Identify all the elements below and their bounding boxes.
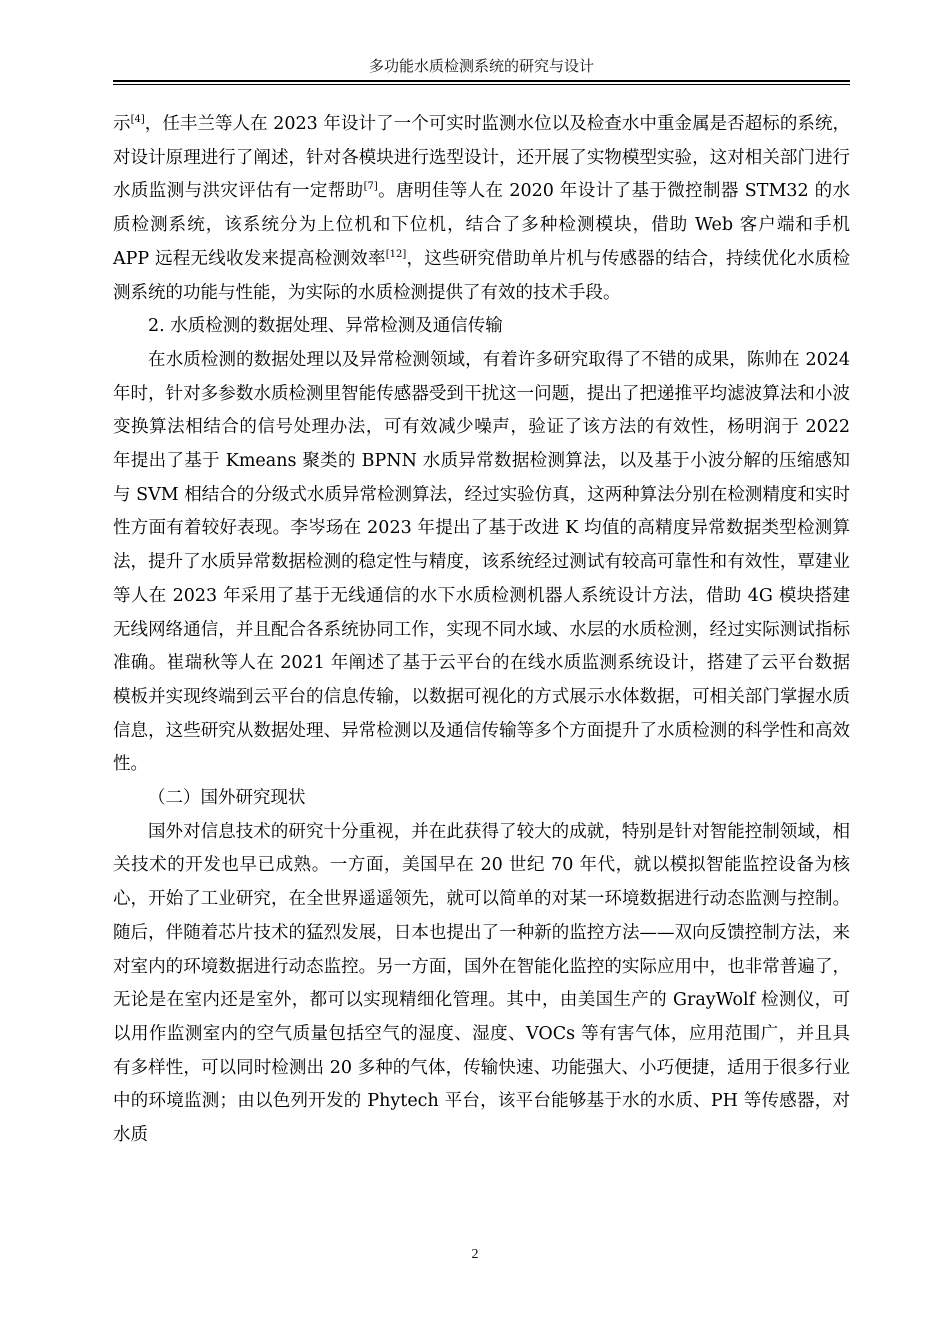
body-text xyxy=(113,108,850,1153)
header-rule-thin xyxy=(113,84,850,85)
paragraph-foreign-research: 国外对信息技术的研究十分重视，并在此获得了较大的成就，特别是针对智能控制领域，相关技术的开发也早已成熟。一方面，美国早在 20 世纪 70 年代，就以模拟智能监控设备为核心，开始了工业研究，在全世界遥遥领先，就可以简单的对某一环境数据进行动态监测与控制。随后，伴随着芯片技术的猛烈发展，日本也提出了一种新的监控方法——双向反馈控制方法，来对室内的环境数据进行动态监控。另一方面，国外在智能化监控的实际应用中，也非常普遍了，无论是在室内还是室外，都可以实现精细化管理。其中，由美国生产的 GrayWolf 检测仪，可以用作监测室内的空气质量包括空气的湿度、湿度、VOCs 等有害气体，应用范围广，并且具有多样性，可以同时检测出 20 多种的气体，传输快速、功能强大、小巧便捷，适用于很多行业中的环境监测；由以色列开发的 Phytech 平台，该平台能够基于水的水质、PH 等传感器，对水质 xyxy=(113,821,850,1146)
running-header: 多功能水质检测系统的研究与设计 xyxy=(368,57,594,75)
citation-12: [12] xyxy=(385,248,407,260)
section-heading-foreign-research: （二）国外研究现状 xyxy=(148,788,306,809)
section-heading-data-processing: 2. 水质检测的数据处理、异常检测及通信传输 xyxy=(148,316,503,337)
paragraph-continued: 示[4]，任丰兰等人在 2023 年设计了一个可实时监测水位以及检查水中重金属是否超标的系统，对设计原理进行了阐述，针对各模块进行选型设计，还开展了实物模型实验，这对相关部门进行水质监测与洪灾评估有一定帮助[7]。唐明佳等人在 2020 年设计了基于微控制器 STM32 的水质检测系统，该系统分为上位机和下位机，结合了多种检测模块，借助 Web 客户端和手机 APP 远程无线收发来提高检测效率[12]，这些研究借助单片机与传感器的结合，持续优化水质检测系统的功能与性能，为实际的水质检测提供了有效的技术手段。 xyxy=(113,114,851,303)
citation-4: [4] xyxy=(130,114,145,125)
page-number: 2 xyxy=(471,1247,479,1262)
header-rule-thick xyxy=(113,80,850,82)
paragraph-data-processing: 在水质检测的数据处理以及异常检测领域，有着许多研究取得了不错的成果，陈帅在 2024 年时，针对多参数水质检测里智能传感器受到干扰这一问题，提出了把递推平均滤波算法和小波变换算法相结合的信号处理办法，可有效减少噪声，验证了该方法的有效性，杨明润于 2022 年提出了基于 Kmeans 聚类的 BPNN 水质异常数据检测算法，以及基于小波分解的压缩感知与 SVM 相结合的分级式水质异常检测算法，经过实验仿真，这两种算法分别在检测精度和实时性方面有着较好表现。李岑玚在 2023 年提出了基于改进 K 均值的高精度异常数据类型检测算法，提升了水质异常数据检测的稳定性与精度，该系统经过测试有较高可靠性和有效性，覃建业等人在 2023 年采用了基于无线通信的水下水质检测机器人系统设计方法，借助 4G 模块搭建无线网络通信，并且配合各系统协同工作，实现不同水域、水层的水质检测，经过实际测试指标准确。崔瑞秋等人在 2021 年阐述了基于云平台的在线水质监测系统设计，搭建了云平台数据模板并实现终端到云平台的信息传输，以数据可视化的方式展示水体数据，可相关部门掌握水质信息，这些研究从数据处理、异常检测以及通信传输等多个方面提升了水质检测的科学性和高效性。 xyxy=(113,349,850,775)
citation-7: [7] xyxy=(363,181,378,193)
